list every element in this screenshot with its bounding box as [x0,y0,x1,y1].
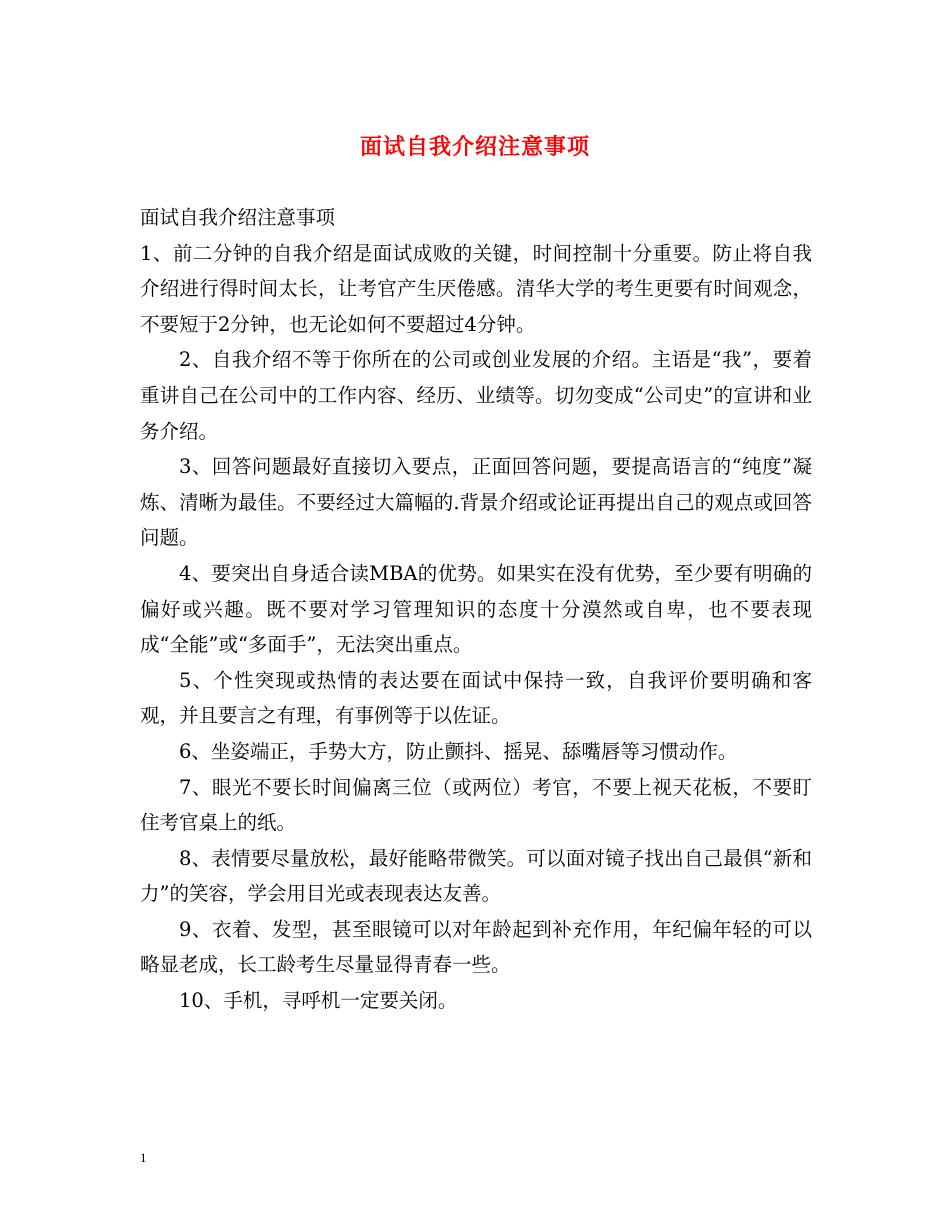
paragraph-2: 2、自我介绍不等于你所在的公司或创业发展的介绍。主语是“我”，要着重讲自己在公司中的工作内容、经历、业绩等。切勿变成“公司史”的宣讲和业务介绍。 [140,348,812,443]
paragraph-10: 10、手机，寻呼机一定要关闭。 [179,989,458,1013]
paragraph-8: 8、表情要尽量放松，最好能略带微笑。可以面对镜子找出自己最俱“新和力”的笑容，学会用目光或表现表达友善。 [140,846,812,906]
paragraph-4: 4、要突出自身适合读MBA的优势。如果实在没有优势，至少要有明确的偏好或兴趣。既不要对学习管理知识的态度十分漠然或自卑，也不要表现成“全能”或“多面手”，无法突出重点。 [140,561,812,657]
page-number: 1 [140,1150,147,1165]
paragraph-9: 9、衣着、发型，甚至眼镜可以对年龄起到补充作用，年纪偏年轻的可以略显老成，长工龄考生尽量显得青春一些。 [140,917,812,977]
paragraph-3: 3、回答问题最好直接切入要点，正面回答问题，要提高语言的“纯度”凝炼、清晰为最佳。不要经过大篇幅的.背景介绍或论证再提出自己的观点或回答问题。 [140,455,812,550]
document-title: 面试自我介绍注意事项 [359,134,590,160]
paragraph-7: 7、眼光不要长时间偏离三位（或两位）考官，不要上视天花板，不要盯住考官桌上的纸。 [140,775,812,835]
section-heading: 面试自我介绍注意事项 [140,206,336,229]
paragraph-1: 1、前二分钟的自我介绍是面试成败的关键，时间控制十分重要。防止将自我介绍进行得时间太长，让考官产生厌倦感。清华大学的考生更要有时间观念，不要短于2分钟，也无论如何不要超过4分钟。 [140,241,812,336]
paragraph-5: 5、个性突现或热情的表达要在面试中保持一致，自我评价要明确和客观，并且要言之有理，有事例等于以佐证。 [140,668,812,728]
document-body [140,200,812,1019]
paragraph-6: 6、坐姿端正，手势大方，防止颤抖、摇晃、舔嘴唇等习惯动作。 [179,739,738,763]
